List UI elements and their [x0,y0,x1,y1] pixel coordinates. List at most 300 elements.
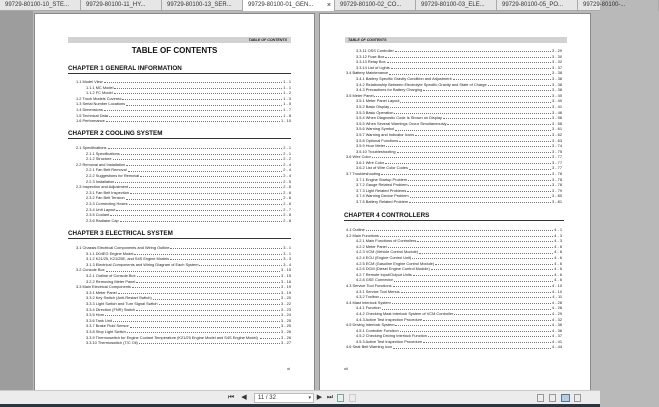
toc-entry-page: 3 - 61 [552,126,562,132]
dot-leader [409,202,551,203]
dot-leader [159,304,280,305]
toc-entry-title: 4.1 Outline [346,227,365,232]
toc-entry-page: 2 - 7 [283,206,291,212]
dot-leader [104,110,282,111]
toc-entry-page: 3 - 81 [552,199,562,205]
toc-entry-page: 2 - 1 [283,145,291,150]
sidebar-panel [0,11,33,390]
dot-leader [113,159,283,160]
dot-leader [130,193,282,194]
dot-leader [394,113,551,114]
tab-label: 99729-80100-02_CO... [340,2,402,8]
tab-bar [0,0,626,11]
toc-entry[interactable] [346,199,562,205]
dot-leader [394,281,553,282]
toc-entry-title: 3.3.3 Light Switch and Turn Signal Switch [86,300,158,306]
toc-entry-title: 3.6.2 List of Wire Color Codes [356,165,408,171]
toc-entry-title: 3.3.13 Relay Box [356,59,386,65]
toc-entry-page: 3 - 58 [552,120,562,126]
dot-leader [410,197,551,198]
dot-leader [408,185,551,186]
toc-entry-title: 3.3.14 List of Lights [356,64,390,70]
toc-entry-page: 3 - 63 [552,137,562,143]
toc-entry-title: 2.2.1 Fan Belt Removal [86,167,127,173]
tab-label: 99729-80100-... [583,2,626,8]
toc-entry-page: 3 - 26 [281,328,291,334]
dot-leader [413,275,553,276]
toc-entry-page: 3 - 1 [283,250,291,256]
dot-leader [115,182,282,183]
dot-leader [114,93,283,94]
tab-document[interactable] [81,0,162,11]
dot-leader [395,325,551,326]
toc-entry-page: 3 - 15 [281,272,291,278]
toc-entry-title: 3.7.1 Engine Startup Problem [356,176,408,182]
dot-leader [395,130,551,131]
chapter-heading: CHAPTER 4 CONTROLLERS [344,212,564,221]
dot-leader [428,336,551,337]
dot-leader [412,258,553,259]
dot-leader [109,116,282,117]
dot-leader [126,105,282,106]
page-field-value: 11 / 32 [258,395,276,401]
dot-leader [136,310,280,311]
toc-entry-page: 1 - 10 [281,118,291,124]
dot-leader [386,146,551,147]
toc-entry-title: 4.2.4 ECU (Engine Control Unit) [356,254,412,260]
dot-leader [454,314,551,315]
toc-entry-page: 3 - 38 [552,70,562,76]
dot-leader [122,99,282,100]
dot-leader [139,343,280,344]
toc-entry-page: 3 - 37 [552,64,562,70]
paste-icon[interactable] [349,394,356,402]
toc-entry-title: 3.7.2 Gauge Related Problem [356,182,408,188]
toc-entry-title: 4.5.2 Checking Driving Interlock Function [356,333,427,339]
page-number: xii [344,366,348,371]
toc-entry-page: 4 - 3 [554,238,562,244]
dot-leader [395,51,551,52]
tab-document[interactable] [578,0,659,11]
copy-icon[interactable] [337,394,344,402]
toc-entry-page: 4 - 44 [552,344,562,350]
toc-entry-title: 3.3.2 Key Switch (Anti-Restart Switch) [86,295,152,301]
toc-entry-title: 3.5 Meter Panel [346,92,374,98]
dot-leader [170,259,282,260]
toc-entry-title: 2.3.5 Coolant [86,212,110,218]
toc-entry-title: 3.6.1 Wire Color [356,159,385,165]
running-header: TABLE OF CONTENTS [68,37,291,43]
toc-list [346,227,562,350]
chapter-heading: CHAPTER 2 COOLING SYSTEM [68,130,291,139]
dot-leader [387,62,551,63]
toc-entry-page: 4 - 37 [552,333,562,339]
dot-leader [423,90,551,91]
single-page-view-icon[interactable] [537,394,544,402]
dot-leader [382,309,551,310]
dot-leader [393,348,551,349]
dot-leader [137,276,281,277]
toc-entry-page: 2 - 4 [283,167,291,173]
toc-entry[interactable] [76,218,291,224]
close-icon[interactable]: × [326,2,331,9]
toc-entry-title: 3.3.5 Horn [86,312,105,318]
dot-leader [381,174,551,175]
toc-entry-page: 4 - 6 [554,243,562,249]
toc-entry-page: 3 - 19 [281,289,291,295]
tab-label: 99729-80100-13_SER... [167,2,232,8]
toc-entry-title: 3.5.7 Warning and Indicator Icons [356,131,415,137]
toc-entry-page: 3 - 27 [281,340,291,346]
toc-entry-page: 4 - 6 [554,266,562,272]
toc-entry-title: 4.2.3 VCM (Vehicle Control Module) [356,249,419,255]
toc-entry-title: 2.3.4 Unit Layout [86,206,116,212]
toc-entry[interactable] [76,118,291,124]
toc-entry-title: 4.4 Mast Interlock System [346,299,391,305]
dot-leader [374,96,551,97]
dot-leader [113,321,280,322]
toc-entry-title: 3.7.3 Light Related Problems [356,187,407,193]
toc-entry-page: 3 - 15 [281,267,291,273]
dot-leader [435,264,553,265]
toc-entry-page: 3 - 38 [552,75,562,81]
dot-leader [419,253,553,254]
toc-entry-title: 3.3 Main Electrical Components [76,284,131,290]
toc-entry-page: 3 - 77 [552,159,562,165]
toc-entry-title: 3.5.9 Hour Meter [356,143,386,149]
toc-entry-title: 3.3.9 Thermoswitch for Engine Coolant Temperature (K21/25 Engine Model and S4S Engine Model) [86,334,258,340]
toc-entry-page: 2 - 6 [283,200,291,206]
toc-entry-page: 3 - 46 [552,109,562,115]
toc-entry-page: 3 - 30 [552,53,562,59]
toc-entry-page: 2 - 6 [283,184,291,190]
dot-leader [385,57,551,58]
toc-entry-page: 3 - 62 [552,131,562,137]
toc-entry-title: 1.3 Serial Number Locations [76,101,126,107]
toc-entry-page: 4 - 36 [552,327,562,333]
toc-entry-page: 3 - 77 [552,165,562,171]
toc-entry-title: 3.3.4 Direction (FNR) Switch [86,306,136,312]
dot-leader [431,269,553,270]
toc-entry-title: 1.4 Dimensions [76,106,103,112]
toc-entry-title: 4.5.1 Controller Function [356,327,399,333]
toc-entry-page: 2 - 6 [283,189,291,195]
toc-entry-title: 3.3.6 Tank Unit [86,317,112,323]
toc-entry-page: 3 - 40 [552,92,562,98]
toc-entry-page: 3 - 75 [552,148,562,154]
dot-leader [120,221,283,222]
dot-leader [488,85,551,86]
dot-leader [380,297,551,298]
toc-entry-title: 4.3.2 Toolbox [356,294,380,300]
toc-entry-page: 4 - 28 [552,299,562,305]
dot-leader [126,199,283,200]
tab-document[interactable] [416,0,497,11]
toc-entry-page: 2 - 1 [283,150,291,156]
toc-entry-title: 4.3.1 Service Tool Menus [356,288,400,294]
prev-page-button[interactable]: ◀ [241,394,247,401]
toc-entry-title: 3.2.1 Outline of Console Box [86,272,136,278]
toc-entry-page: 1 - 8 [283,112,291,118]
dot-leader [397,152,551,153]
dot-leader [108,148,283,149]
dot-leader [114,88,282,89]
toc-list [346,48,562,205]
toc-entry-page: 2 - 4 [283,172,291,178]
toc-entry-title: 3.4.1 Battery Specific Gravity Condition and Adjustment [356,75,452,81]
dot-leader [127,332,280,333]
dot-leader [447,124,551,125]
dot-leader [121,154,282,155]
toc-entry-title: 4.2.8 GSE Connector [356,277,393,283]
toc-entry-title: 2.1.1 Specifications [86,150,120,156]
page-number-input[interactable] [254,393,314,403]
toc-entry-page: 3 - 23 [281,306,291,312]
toc-entry-title: 2.3.2 Fan Belt Tension [86,195,125,201]
toc-entry-page: 4 - 28 [552,305,562,311]
toc-entry-title: 4.6 Seat Belt Warning Icon [346,344,393,350]
dot-leader [118,293,280,294]
toc-entry-title: 3.7.5 Battery Related Problem [356,199,409,205]
toc-entry-page: 1 - 1 [283,84,291,90]
toc-entry-title: 3.5.1 Meter Panel Layout [356,98,400,104]
toc-entry-title: 3.4.3 Precautions for Battery Charging [356,87,423,93]
toc-entry-title: 4.4.2 Checking Mast Interlock System of VCM Controller [356,310,454,316]
toc-entry-title: 3.5.10 Troubleshooting [356,148,396,154]
toc-entry-page: 3 - 56 [552,115,562,121]
toc-entry-title: 2.3.1 Fan Belt Inspection [86,189,130,195]
dot-leader [130,327,280,328]
toc-entry-page: 3 - 77 [552,154,562,160]
toc-entry-page: 4 - 10 [552,288,562,294]
tab-label: 99729-80100-03_ELE... [421,2,485,8]
dot-leader [409,169,551,170]
toc-entry-title: 2.1.2 Structure [86,156,112,162]
tab-document[interactable] [335,0,416,11]
toc-entry-title: 1.1.1 MC Model [86,84,114,90]
toc-entry-title: 3.3.12 Fuse Box [356,53,385,59]
dot-leader [136,282,280,283]
toc-entry-title: 1.6 Performance [76,118,105,124]
dot-leader [380,236,553,237]
next-page-button[interactable]: ▶ [316,394,323,401]
toc-entry-title: 3.4 Battery Maintenance [346,70,389,76]
toc-entry-title: 1.5 Technical Data [76,112,108,118]
toc-entry-title: 3.1 Chassis Electrical Components and Wiring Outline [76,245,170,250]
toc-entry-title: 3.3.7 Brake Fluid Sensor [86,323,129,329]
toc-entry-title: 2.1 Specifications [76,145,107,150]
toc-entry-title: 2.2.3 Installation [86,178,115,184]
dot-leader [128,171,283,172]
toc-entry-page: 2 - 2 [283,156,291,162]
dot-leader [260,338,280,339]
page-left [34,13,315,391]
toc-entry-page: 3 - 22 [281,300,291,306]
toc-entry-title: 2.3.3 Connecting Hoses [86,200,128,206]
toc-entry-title: 4.2.1 Main Functions of Controllers [356,238,417,244]
navigation-toolbar [0,390,600,404]
tab-document[interactable] [243,0,335,11]
last-page-button[interactable]: ⏭ [326,394,334,401]
toc-entry-page: 3 - 1 [283,245,291,250]
dot-leader [199,265,282,266]
toc-entry-title: 3.5.2 Basic Display [356,103,390,109]
toc-entry-title: 2.3 Inspection and Adjustment [76,184,129,190]
toc-entry-page: 4 - 6 [554,271,562,277]
dot-leader [105,315,280,316]
toc-entry-page: 4 - 6 [554,260,562,266]
first-page-button[interactable]: ⏮ [227,394,235,401]
toc-entry-page: 3 - 19 [281,284,291,290]
dot-leader [132,287,280,288]
toc-entry-page: 2 - 8 [283,212,291,218]
dot-leader [104,82,283,83]
toc-entry-page: 3 - 80 [552,193,562,199]
tab-document[interactable] [0,0,81,11]
toc-entry-title: 4.2.6 DCM (Diesel Engine Control Module) [356,266,430,272]
dot-leader [129,204,283,205]
dot-leader [399,141,551,142]
toc-entry-title: 3.3.1 Meter Panel [86,289,117,295]
chevron-down-icon[interactable]: ▾ [308,395,311,401]
dot-leader [453,79,551,80]
toc-entry-page: 4 - 1 [554,227,562,232]
dot-leader [391,68,551,69]
toc-entry-title: 3.5.3 Basic Operation [356,109,394,115]
toc-entry-title: 4.2.2 Meter Panel [356,243,387,249]
dot-leader [401,292,551,293]
toc-entry-title: 4.2.7 Remote Input/Output Units [356,271,412,277]
toc-entry-title: 4.5.3 Active Test Inspection Procedure [356,338,423,344]
toc-entry-title: 3.5.6 Warning Symbol [356,126,395,132]
dot-leader [106,121,280,122]
dot-leader [400,331,551,332]
toc-list [76,245,291,346]
toc-entry-title: 3.1.3 Electrical Components and Wiring Diagram of Each System [86,261,199,267]
toc-entry-page: 1 - 1 [283,79,291,84]
dot-leader [170,248,282,249]
toc-entry-page: 2 - 6 [283,195,291,201]
toc-entry-title: 4.2 Main Functions [346,232,379,238]
tab-document[interactable] [497,0,578,11]
toc-entry-title: 3.3.8 Stop Light Switch [86,328,126,334]
toc-entry-page: 1 - 3 [283,95,291,101]
dot-leader [389,74,551,75]
dot-leader [393,286,551,287]
toc-entry-page: 3 - 74 [552,143,562,149]
toc-entry-page: 3 - 3 [283,256,291,262]
dot-leader [400,102,551,103]
dot-leader [126,165,282,166]
toc-entry-title: 3.1.2 K21/25, K21/25E, and S4S Engine Models [86,256,170,262]
toc-entry-page: 3 - 20 [281,295,291,301]
toc-entry-page: 4 - 10 [552,282,562,288]
dot-leader [415,135,551,136]
dot-leader [116,210,282,211]
toc-entry-page: 3 - 38 [552,87,562,93]
dot-leader [385,163,551,164]
tab-document[interactable] [162,0,243,11]
dot-leader [423,320,551,321]
dot-leader [423,342,551,343]
toc-entry-page: 2 - 5 [283,178,291,184]
toc-entry-page: 3 - 78 [552,182,562,188]
toc-entry-title: 3.4.2 Relationship Between Electrolyte Specific Gravity and State of Charge [356,81,487,87]
dot-leader [366,230,553,231]
dot-leader [140,176,282,177]
tab-label: 99729-80100-05_PO... [502,2,564,8]
toc-entry-page: 2 - 4 [283,161,291,167]
toc-entry-title: 2.2.2 Suggestions for Removal [86,172,140,178]
toc-entry-page: 3 - 78 [552,171,562,177]
continuous-view-icon[interactable] [549,394,556,402]
dot-leader [390,107,551,108]
tab-label: 99729-80100-01_GEN... [248,2,314,8]
toc-entry-page: 4 - 11 [552,294,562,300]
toc-entry-page: 1 - 2 [283,90,291,96]
toc-entry-page: 4 - 6 [554,277,562,283]
toc-entry-page: 3 - 40 [552,98,562,104]
toc-entry-title: 3.2 Console Box [76,267,105,273]
toc-entry-page: 3 - 25 [281,317,291,323]
toc-entry-page: 3 - 32 [552,59,562,65]
dot-leader [408,180,551,181]
toc-entry-title: 2.2 Removal and Installation [76,161,126,167]
toc-entry-title: 3.5.5 When Several Warnings Occur Simultaneously [356,120,447,126]
toc-entry[interactable] [76,340,291,346]
toc-entry-page: 3 - 26 [281,334,291,340]
toc-entry-title: 1.2 Truck Models Covered [76,95,122,101]
toc-entry-page: 1 - 5 [283,101,291,107]
toc-entry-page: 3 - 78 [552,176,562,182]
toc-entry-title: 3.3.10 Thermoswitch (T/C Oil) [86,340,138,346]
toc-entry-page: 4 - 32 [552,316,562,322]
dot-leader [110,215,282,216]
toc-entry-title: 3.7 Troubleshooting [346,171,381,177]
dot-leader [388,247,553,248]
dot-leader [372,157,551,158]
toc-entry-page: 4 - 6 [554,254,562,260]
toc-entry-page: 4 - 6 [554,249,562,255]
toc-entry-title: 3.1.1 D04EG Engine Model [86,250,134,256]
toc-entry-page: 4 - 36 [552,322,562,328]
toc-entry-page: 3 - 4 [283,261,291,267]
toc-entry-title: 4.4.3 Active Test Inspection Procedure [356,316,423,322]
toc-entry[interactable] [346,344,562,350]
dot-leader [392,303,551,304]
two-page-continuous-view-icon[interactable] [574,394,581,402]
page-title: TABLE OF CONTENTS [131,46,218,55]
dot-leader [443,118,551,119]
tab-label: 99729-80100-10_STE... [5,2,70,8]
chapter-heading: CHAPTER 1 GENERAL INFORMATION [68,65,291,74]
page-number: xi [287,366,290,371]
toc-list [76,79,291,124]
toc-entry-page: 3 - 24 [281,312,291,318]
dot-leader [129,187,282,188]
toc-entry-page: 3 - 41 [552,103,562,109]
two-page-view-icon[interactable] [561,394,570,402]
toc-entry-title: 1.1.2 FC Model [86,90,113,96]
running-header: TABLE OF CONTENTS [345,37,567,43]
toc-entry-title: 3.2.2 Removing Meter Panel [86,278,136,284]
toc-list [76,145,291,223]
dot-leader [153,299,280,300]
toc-entry-page: 3 - 16 [281,278,291,284]
toc-entry-page: 4 - 29 [552,310,562,316]
toc-entry-title: 3.3.11 OSS Controller [356,48,394,53]
toc-entry-page: 3 - 25 [281,323,291,329]
